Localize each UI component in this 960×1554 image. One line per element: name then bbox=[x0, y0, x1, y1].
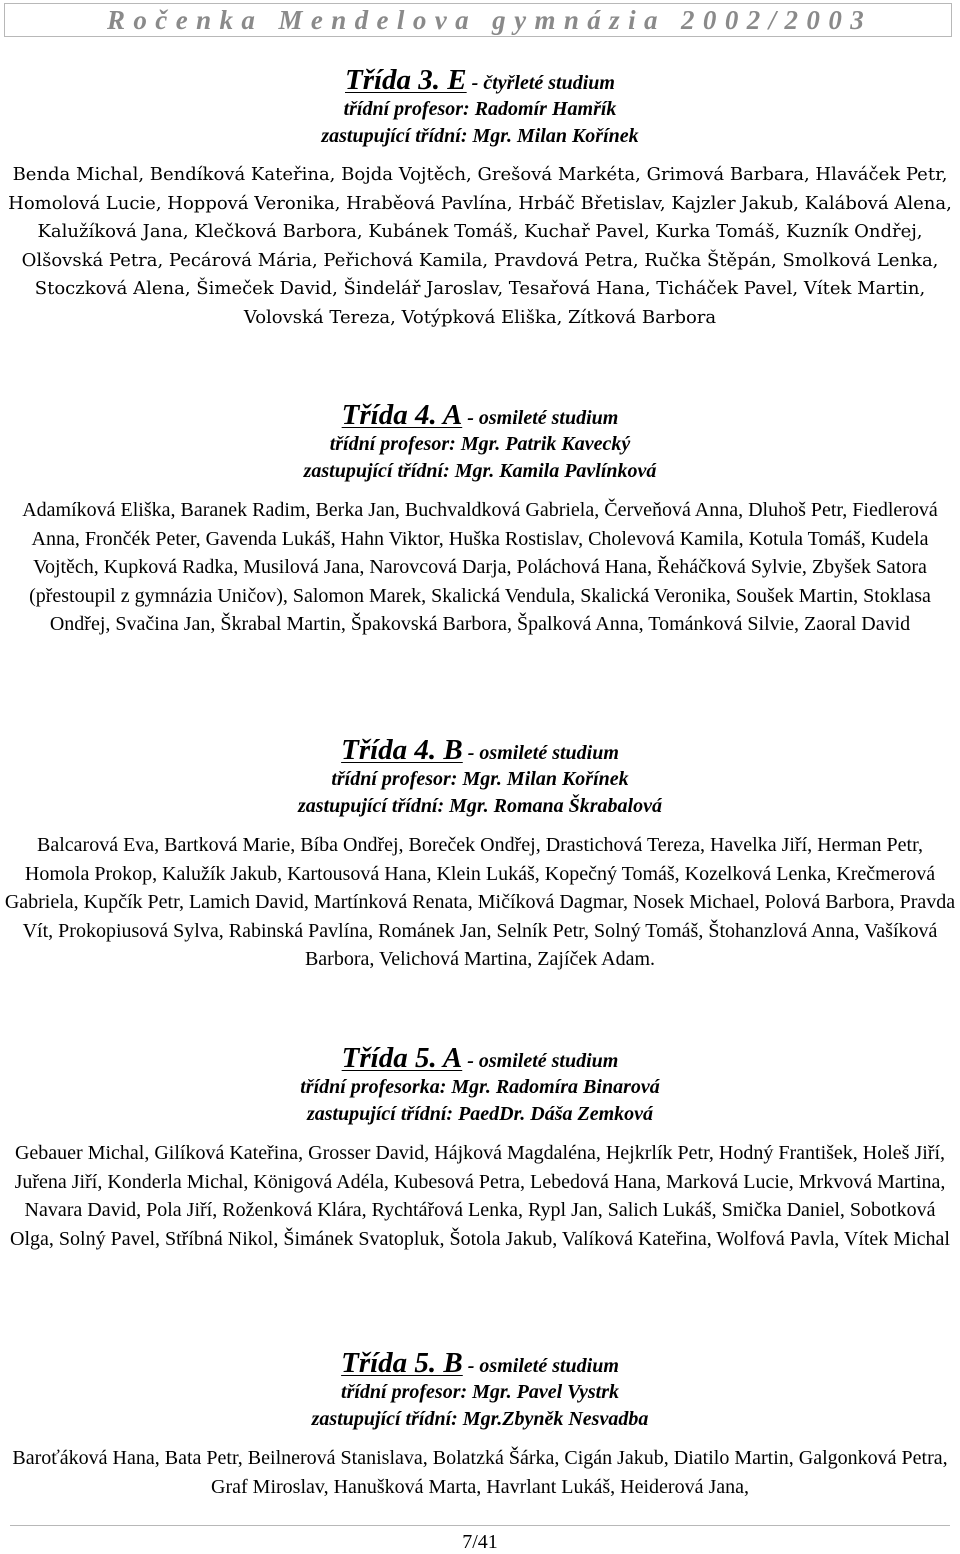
class-name: Třída 3. E bbox=[345, 64, 467, 96]
class-name: Třída 4. A bbox=[341, 399, 463, 431]
student-list: Balcarová Eva, Bartková Marie, Bíba Ondřej, Boreček Ondřej, Drastichová Tereza, Havelka Jiří, Herman Petr, Homola Prokop, Kalužík Jakub, Kartousová Hana, Klein Lukáš, Kopečný Tomáš, Kozelková Lenka, Krečmerová Gabriela, Kupčík Petr, Lamich David, Martínková Renata, Mičíková Dagmar, Nosek Michael, Polová Barbora, Pravda Vít, Prokopiusová Sylva, Rabinská Pavlína, Románek Jan, Selník Petr, Solný Tomáš, Štohanzlová Anna, Vašíková Barbora, Velichová Martina, Zajíček Adam. bbox=[4, 834, 956, 971]
class-heading bbox=[0, 1347, 960, 1379]
class-heading bbox=[0, 734, 960, 766]
class-teacher: třídní profesor: Mgr. Patrik Kavecký bbox=[329, 433, 631, 455]
page-number: 7/41 bbox=[462, 1531, 498, 1553]
class-teacher: třídní profesor: Mgr. Pavel Vystrk bbox=[341, 1381, 619, 1403]
class-type: - čtyřleté studium bbox=[466, 72, 615, 94]
deputy-teacher: zastupující třídní: Mgr. Milan Kořínek bbox=[321, 125, 639, 147]
class-heading bbox=[0, 1042, 960, 1074]
class-heading bbox=[0, 399, 960, 431]
deputy-teacher: zastupující třídní: Mgr. Kamila Pavlínková bbox=[303, 460, 657, 482]
student-list: Benda Michal, Bendíková Kateřina, Bojda Vojtěch, Grešová Markéta, Grimová Barbara, Hlaváček Petr, Homolová Lucie, Hoppová Veronika, Hraběová Pavlína, Hrbáč Břetislav, Kajzler Jakub, Kalábová Alena, Kalužíková Jana, Klečková Barbora, Kubánek Tomáš, Kuchař Pavel, Kurka Tomáš, Kuzník Ondřej, Olšovská Petra, Pecárová Mária, Peřichová Kamila, Pravdová Petra, Ručka Štěpán, Smolková Lenka, Stoczková Alena, Šimeček David, Šindelář Jaroslav, Tesařová Hana, Ticháček Pavel, Vítek Martin, Volovská Tereza, Votýpková Eliška, Zítková Barbora bbox=[8, 164, 952, 328]
class-teacher: třídní profesorka: Mgr. Radomíra Binarová bbox=[300, 1076, 660, 1098]
class-name: Třída 5. A bbox=[341, 1042, 463, 1074]
class-name: Třída 5. B bbox=[341, 1347, 463, 1379]
class-name: Třída 4. B bbox=[341, 734, 463, 766]
class-type: - osmileté studium bbox=[462, 742, 619, 764]
class-teacher: třídní profesor: Radomír Hamřík bbox=[343, 98, 617, 120]
class-section-5b bbox=[0, 1347, 960, 1501]
deputy-teacher: zastupující třídní: Mgr.Zbyněk Nesvadba bbox=[311, 1408, 649, 1430]
deputy-teacher: zastupující třídní: Mgr. Romana Škrabalová bbox=[298, 795, 662, 817]
class-section-4b bbox=[0, 734, 960, 974]
class-type: - osmileté studium bbox=[462, 1050, 619, 1072]
student-list: Baroťáková Hana, Bata Petr, Beilnerová Stanislava, Bolatzká Šárka, Cigán Jakub, Diatilo Martin, Galgonková Petra, Graf Miroslav, Hanušková Marta, Havrlant Lukáš, Heiderová Jana, bbox=[12, 1447, 948, 1498]
student-list: Adamíková Eliška, Baranek Radim, Berka Jan, Buchvaldková Gabriela, Červeňová Anna, Dluhoš Petr, Fiedlerová Anna, Frončék Peter, Gavenda Lukáš, Hahn Viktor, Huška Rostislav, Cholevová Kamila, Kotula Tomáš, Kudela Vojtěch, Kupková Radka, Musilová Jana, Narovcová Darja, Poláchová Hana, Řeháčková Sylvie, Zbyšek Satora (přestoupil z gymnázia Uničov), Salomon Marek, Skalická Vendula, Skalická Veronika, Soušek Martin, Stoklasa Ondřej, Svačina Jan, Škrabal Martin, Špakovská Barbora, Špalková Anna, Tománková Silvie, Zaoral David bbox=[22, 499, 938, 636]
class-section-3e bbox=[0, 64, 960, 333]
class-type: - osmileté studium bbox=[462, 1355, 619, 1377]
class-heading bbox=[0, 64, 960, 96]
page-header bbox=[4, 3, 952, 37]
class-section-5a bbox=[0, 1042, 960, 1253]
footer-divider bbox=[10, 1525, 950, 1526]
class-section-4a bbox=[0, 399, 960, 639]
deputy-teacher: zastupující třídní: PaedDr. Dáša Zemková bbox=[306, 1103, 654, 1125]
class-teacher: třídní profesor: Mgr. Milan Kořínek bbox=[331, 768, 629, 790]
student-list: Gebauer Michal, Gilíková Kateřina, Grosser David, Hájková Magdaléna, Hejkrlík Petr, Hodný František, Holeš Jiří, Juřena Jiří, Konderla Michal, Königová Adéla, Kubesová Petra, Lebedová Hana, Marková Lucie, Mrkvová Martina, Navara David, Pola Jiří, Roženková Klára, Rychtářová Lenka, Rypl Jan, Salich Lukáš, Smička Daniel, Sobotková Olga, Solný Pavel, Stříbná Nikol, Šimánek Svatopluk, Šotola Jakub, Valíková Kateřina, Wolfová Pavla, Vítek Michal bbox=[10, 1142, 950, 1250]
class-type: - osmileté studium bbox=[462, 407, 619, 429]
yearbook-title: Ročenka Mendelova gymnázia 2002/2003 bbox=[107, 5, 873, 35]
